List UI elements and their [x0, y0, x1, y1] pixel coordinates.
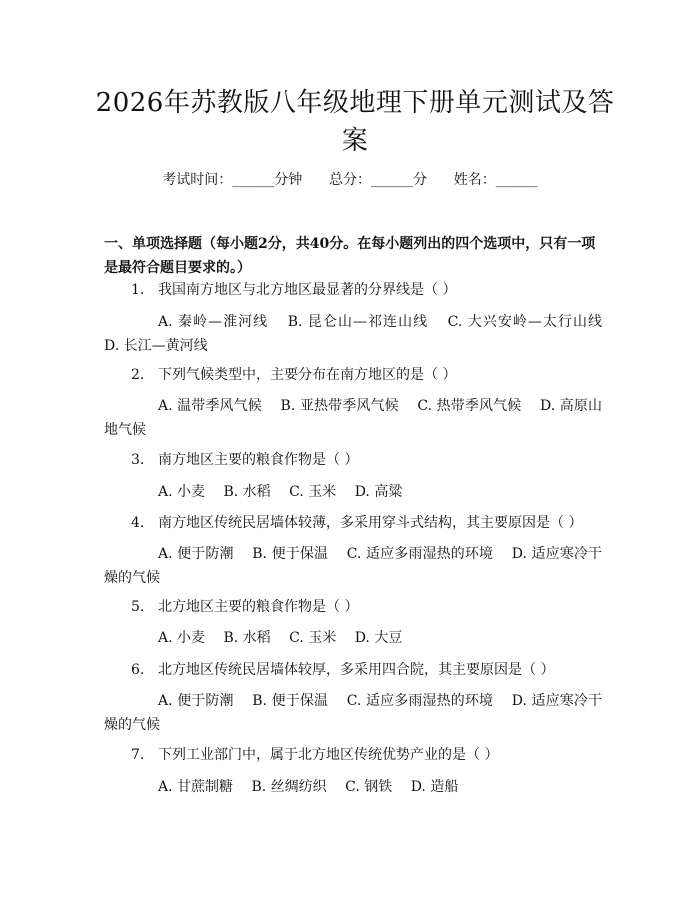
- question-number: 7.: [131, 747, 145, 763]
- option-d: D. 造船: [410, 779, 459, 795]
- option-d: D. 大豆: [354, 630, 403, 646]
- question-number: 6.: [131, 662, 145, 678]
- option-d: D. 适应寒冷干燥的气候: [104, 693, 602, 733]
- option-c: C. 钢铁: [345, 779, 393, 795]
- option-c: C. 玉米: [289, 630, 337, 646]
- question-number: 2.: [131, 367, 145, 383]
- option-b: B. 水稻: [223, 484, 271, 500]
- question-number: 3.: [131, 452, 145, 468]
- question-stem: 我国南方地区与北方地区最显著的分界线是（ ）: [158, 282, 457, 298]
- options-2: [104, 394, 602, 442]
- question-1: [131, 280, 601, 300]
- option-b: B. 便于保温: [252, 546, 329, 562]
- question-stem: 南方地区主要的粮食作物是（ ）: [158, 452, 359, 468]
- option-c: C. 大兴安岭—太行山线: [447, 314, 603, 330]
- option-b: B. 便于保温: [252, 693, 329, 709]
- option-b: B. 亚热带季风气候: [280, 398, 399, 414]
- option-a: A. 温带季风气候: [158, 398, 262, 414]
- options-6: [104, 689, 602, 737]
- question-stem: 南方地区传统民居墙体较薄，多采用穿斗式结构，其主要原因是（ ）: [158, 515, 583, 531]
- option-c: C. 适应多雨湿热的环境: [346, 546, 494, 562]
- question-number: 5.: [131, 599, 145, 615]
- question-stem: 北方地区主要的粮食作物是（ ）: [158, 599, 359, 615]
- question-number: 1.: [131, 282, 145, 298]
- options-5: [104, 626, 602, 650]
- option-a: A. 秦岭—淮河线: [158, 314, 269, 330]
- option-a: A. 便于防潮: [158, 546, 234, 562]
- option-a: A. 小麦: [158, 630, 206, 646]
- option-c: C. 适应多雨湿热的环境: [346, 693, 494, 709]
- question-6: [131, 660, 601, 680]
- question-stem: 下列气候类型中，主要分布在南方地区的是（ ）: [158, 367, 457, 383]
- question-4: [131, 513, 601, 533]
- question-7: [131, 745, 601, 765]
- document-title: 2026年苏教版八年级地理下册单元测试及答案: [95, 88, 615, 156]
- option-a: A. 便于防潮: [158, 693, 234, 709]
- option-b: B. 昆仑山—祁连山线: [287, 314, 429, 330]
- question-stem: 北方地区传统民居墙体较厚，多采用四合院，其主要原因是（ ）: [158, 662, 555, 678]
- options-4: [104, 542, 602, 590]
- option-d: D. 适应寒冷干燥的气候: [104, 546, 602, 586]
- option-d: D. 高原山地气候: [104, 398, 603, 438]
- option-a: A. 甘蔗制糖: [158, 779, 234, 795]
- section-heading: 一、单项选择题（每小题2分，共40分。在每小题列出的四个选项中，只有一项是最符合题目要求的。）: [104, 236, 596, 276]
- option-b: B. 丝绸纺织: [251, 779, 327, 795]
- options-3: [104, 480, 602, 504]
- question-number: 4.: [131, 515, 145, 531]
- option-d: D. 高粱: [354, 484, 403, 500]
- option-d: D. 长江—黄河线: [104, 338, 208, 354]
- question-stem: 下列工业部门中，属于北方地区传统优势产业的是（ ）: [158, 747, 499, 763]
- question-3: [131, 450, 601, 470]
- options-1: [104, 310, 602, 358]
- exam-info-line: 考试时间：______分钟 总分：______分 姓名：______: [162, 172, 538, 188]
- question-5: [131, 597, 601, 617]
- option-c: C. 热带季风气候: [417, 398, 522, 414]
- options-7: [104, 775, 602, 799]
- option-c: C. 玉米: [289, 484, 337, 500]
- option-a: A. 小麦: [158, 484, 206, 500]
- question-2: [131, 365, 601, 385]
- option-b: B. 水稻: [223, 630, 271, 646]
